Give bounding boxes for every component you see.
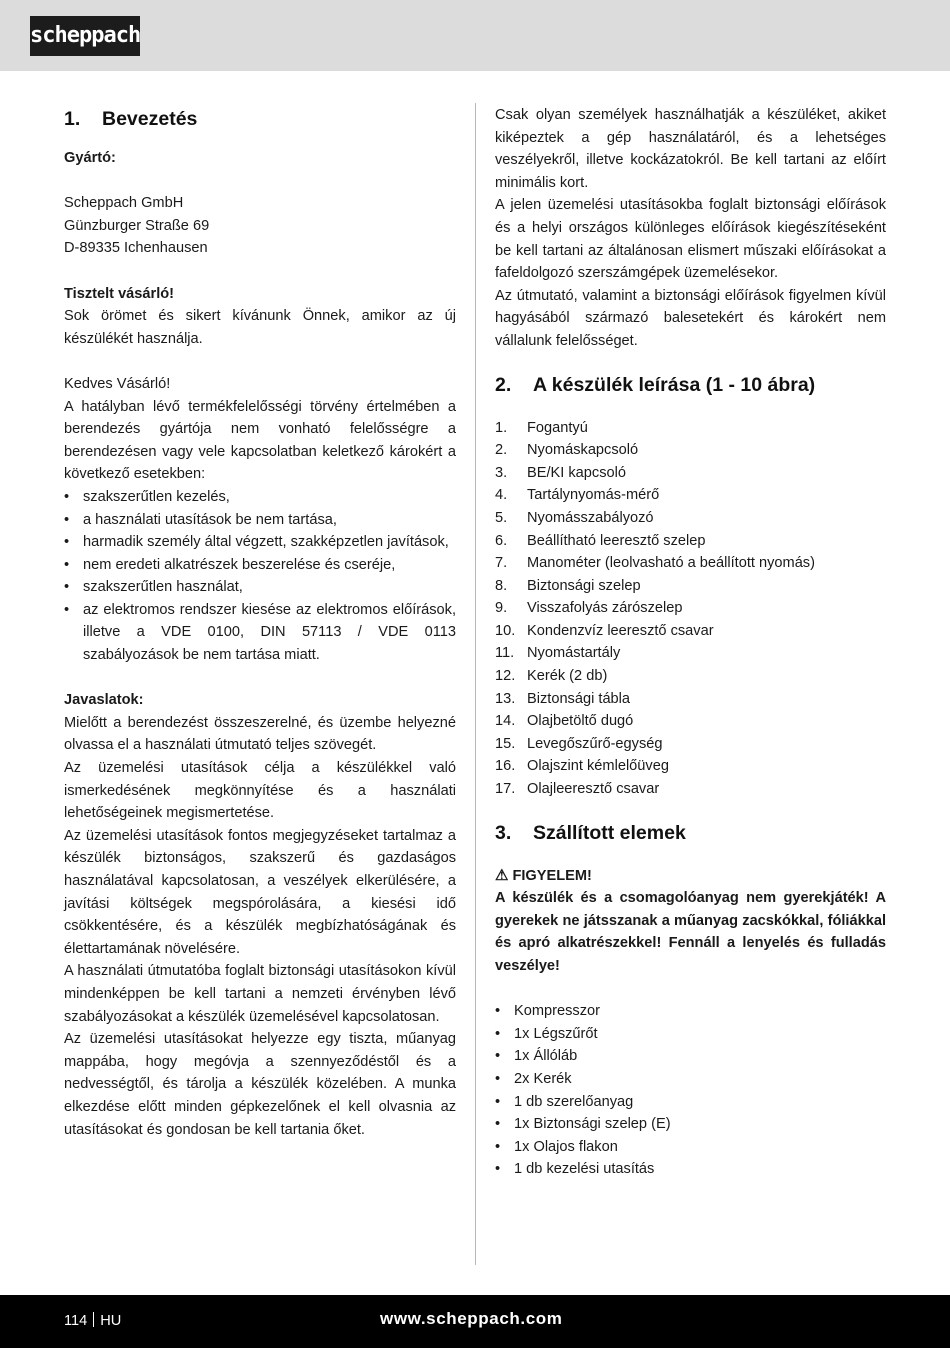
- recommendations-title: Javaslatok:: [64, 692, 144, 709]
- list-item: • 1x Olajos flakon: [495, 1136, 886, 1159]
- part-number: 8.: [495, 577, 508, 594]
- list-item: • 1x Állóláb: [495, 1045, 886, 1068]
- list-item: • szakszerűtlen kezelés,: [64, 486, 456, 509]
- part-label: Tartálynyomás-mérő: [527, 487, 660, 504]
- greeting-title: Kedves Vásárló!: [64, 375, 171, 392]
- address-line: D-89335 Ichenhausen: [64, 240, 208, 257]
- scheppach-logo: scheppach: [30, 16, 140, 56]
- part-label: Nyomásszabályozó: [527, 509, 654, 526]
- section-number: 3.: [495, 821, 512, 844]
- list-item: • szakszerűtlen használat,: [64, 576, 456, 599]
- recommendation-paragraph: Az üzemelési utasításokat helyezze egy tiszta, műanyag mappába, hogy megóvja a szennyeződéstől és a nedvességtől, és tárolja a készülék közelében. A munka elkezdése előtt minden gépkezelőnek el kell olvasnia az utasításokat és gondosan be kell tartania őket.: [64, 1031, 456, 1138]
- list-item: • nem eredeti alkatrészek beszerelése és cseréje,: [64, 554, 456, 577]
- language-code: HU: [100, 1313, 122, 1329]
- footer-bar: [0, 1295, 950, 1348]
- list-item: [495, 530, 886, 553]
- list-item: [495, 642, 886, 665]
- list-item: [495, 462, 886, 485]
- address-line: Günzburger Straße 69: [64, 217, 210, 234]
- list-item: [495, 439, 886, 462]
- list-item: • Kompresszor: [495, 1000, 886, 1023]
- part-number: 7.: [495, 555, 508, 572]
- part-number: 16.: [495, 758, 516, 775]
- header-bar: [0, 0, 950, 71]
- part-label: Biztonsági szelep: [527, 577, 641, 594]
- right-column: [495, 104, 886, 1181]
- list-item: [495, 688, 886, 711]
- recommendation-paragraph: A használati útmutatóba foglalt biztonsági utasításokon kívül mindenképpen be kell tartani a nemzeti érvényben lévő szabályozásokat a készülék üzemelésével kapcsolatosan.: [64, 963, 456, 1025]
- list-item: [495, 778, 886, 801]
- part-label: BE/KI kapcsoló: [527, 464, 626, 481]
- part-number: 14.: [495, 713, 516, 730]
- part-number: 6.: [495, 532, 508, 549]
- list-item: [495, 417, 886, 440]
- greeting-text: Sok örömet és sikert kívánunk Önnek, amikor az új készülékét használja.: [64, 308, 456, 347]
- list-item: [495, 755, 886, 778]
- part-label: Fogantyú: [527, 419, 588, 436]
- address-line: Scheppach GmbH: [64, 195, 184, 212]
- list-item: [495, 665, 886, 688]
- part-label: Manométer (leolvasható a beállított nyomás): [527, 555, 815, 572]
- warning-title: [495, 865, 886, 888]
- part-number: 11.: [495, 645, 515, 662]
- part-label: Kerék (2 db): [527, 668, 608, 685]
- list-item: • harmadik személy által végzett, szakképzetlen javítások,: [64, 531, 456, 554]
- list-item: • 1x Légszűrőt: [495, 1023, 886, 1046]
- list-item: • 1x Biztonsági szelep (E): [495, 1113, 886, 1136]
- page-separator: [93, 1312, 94, 1327]
- intro-paragraph: Az útmutató, valamint a biztonsági előírások figyelmen kívül hagyásából származó balesetekért és károkért nem vállalunk felelősséget.: [495, 287, 886, 349]
- part-label: Olajbetöltő dugó: [527, 713, 634, 730]
- part-number: 13.: [495, 690, 516, 707]
- warning-text: A készülék és a csomagolóanyag nem gyerekjáték! A gyerekek ne játsszanak a műanyag zacskókkal, fóliákkal és apró alkatrészekkel! Fennáll a lenyelés és fulladás veszélye!: [495, 890, 886, 974]
- recommendation-paragraph: Az üzemelési utasítások fontos megjegyzéseket tartalmaz a készülék biztonságos, szakszerű és gazdaságos használatával kapcsolatosan, a veszélyek elkerülésére, a javítási költségek megspórolására, a kiesési idő csökkentésére, és a készülék megbízhatóságának és élettartamának növelésére.: [64, 827, 456, 957]
- list-item: [495, 507, 886, 530]
- manufacturer-label: Gyártó:: [64, 150, 116, 166]
- list-item: [495, 484, 886, 507]
- part-label: Biztonsági tábla: [527, 690, 631, 707]
- list-item: [495, 575, 886, 598]
- section-title: Szállított elemek: [533, 821, 686, 844]
- website-url: www.scheppach.com: [380, 1309, 563, 1328]
- part-label: Kondenzvíz leeresztő csavar: [527, 622, 714, 639]
- part-label: Olajszint kémlelőüveg: [527, 758, 669, 775]
- section-2-heading: [495, 373, 886, 397]
- section-number: 1.: [64, 108, 81, 130]
- section-1-heading: [64, 107, 456, 131]
- list-item: • 2x Kerék: [495, 1068, 886, 1091]
- section-title: Bevezetés: [102, 108, 198, 130]
- intro-paragraph: A jelen üzemelési utasításokba foglalt biztonsági előírások és a helyi országos különleges előírások kiegészítéseként be kell tartani az általánosan elismert műszaki előírásokat a fafeldolgozó szerszámgépek üzemelésekor.: [495, 197, 886, 282]
- parts-list: [495, 417, 886, 801]
- part-label: Nyomáskapcsoló: [527, 442, 639, 459]
- intro-paragraph: Csak olyan személyek használhatják a készüléket, akiket kiképeztek a gép használatáról, és a lehetséges veszélyekről, illetve kockázatokról. Be kell tartani az előírt minimális kort.: [495, 107, 886, 191]
- part-number: 17.: [495, 781, 516, 798]
- part-number: 4.: [495, 487, 508, 504]
- part-number: 3.: [495, 464, 508, 481]
- liability-text: A hatályban lévő termékfelelősségi törvény értelmében a berendezés gyártója nem vonható felelősségre a berendezésen vagy vele kapcsolatban keletkező károkért a következő esetekben:: [64, 398, 456, 483]
- list-item: • a használati utasítások be nem tartása,: [64, 509, 456, 532]
- part-number: 9.: [495, 600, 508, 617]
- column-divider: [475, 103, 476, 1265]
- part-number: 1.: [495, 419, 508, 436]
- list-item: [495, 733, 886, 756]
- warning-title-text: FIGYELEM!: [512, 867, 592, 884]
- page-number: [64, 1312, 121, 1329]
- part-label: Levegőszűrő-egység: [527, 735, 663, 752]
- warning-triangle-icon: ⚠: [495, 866, 509, 884]
- page-number-value: 114: [64, 1313, 88, 1329]
- part-number: 10.: [495, 622, 516, 639]
- section-number: 2.: [495, 373, 512, 396]
- list-item: • 1 db kezelési utasítás: [495, 1158, 886, 1181]
- part-number: 5.: [495, 509, 508, 526]
- part-label: Beállítható leeresztő szelep: [527, 532, 706, 549]
- liability-list: [64, 486, 456, 667]
- section-3-heading: [495, 821, 886, 845]
- list-item: [495, 620, 886, 643]
- recommendation-paragraph: Mielőtt a berendezést összeszerelné, és üzembe helyezné olvassa el a használati útmutató teljes szövegét.: [64, 714, 456, 754]
- list-item: [495, 552, 886, 575]
- delivered-items-list: [495, 1000, 886, 1181]
- part-label: Nyomástartály: [527, 645, 621, 662]
- list-item: [495, 597, 886, 620]
- part-number: 2.: [495, 442, 508, 459]
- part-number: 12.: [495, 668, 516, 685]
- section-title: A készülék leírása (1 - 10 ábra): [533, 373, 816, 396]
- manufacturer-address: [64, 192, 456, 260]
- part-label: Olajleeresztő csavar: [527, 781, 660, 798]
- part-label: Visszafolyás zárószelep: [527, 600, 683, 617]
- list-item: [495, 710, 886, 733]
- greeting-title: Tisztelt vásárló!: [64, 285, 175, 302]
- left-column: [64, 104, 456, 1141]
- list-item: • 1 db szerelőanyag: [495, 1091, 886, 1114]
- recommendation-paragraph: Az üzemelési utasítások célja a készülékkel való ismerkedésének megkönnyítése és a használati lehetőségeinek megismertetése.: [64, 760, 456, 822]
- list-item: • az elektromos rendszer kiesése az elektromos előírások, illetve a VDE 0100, DIN 57113 / VDE 0113 szabályozások be nem tartása miatt.: [64, 599, 456, 667]
- part-number: 15.: [495, 735, 516, 752]
